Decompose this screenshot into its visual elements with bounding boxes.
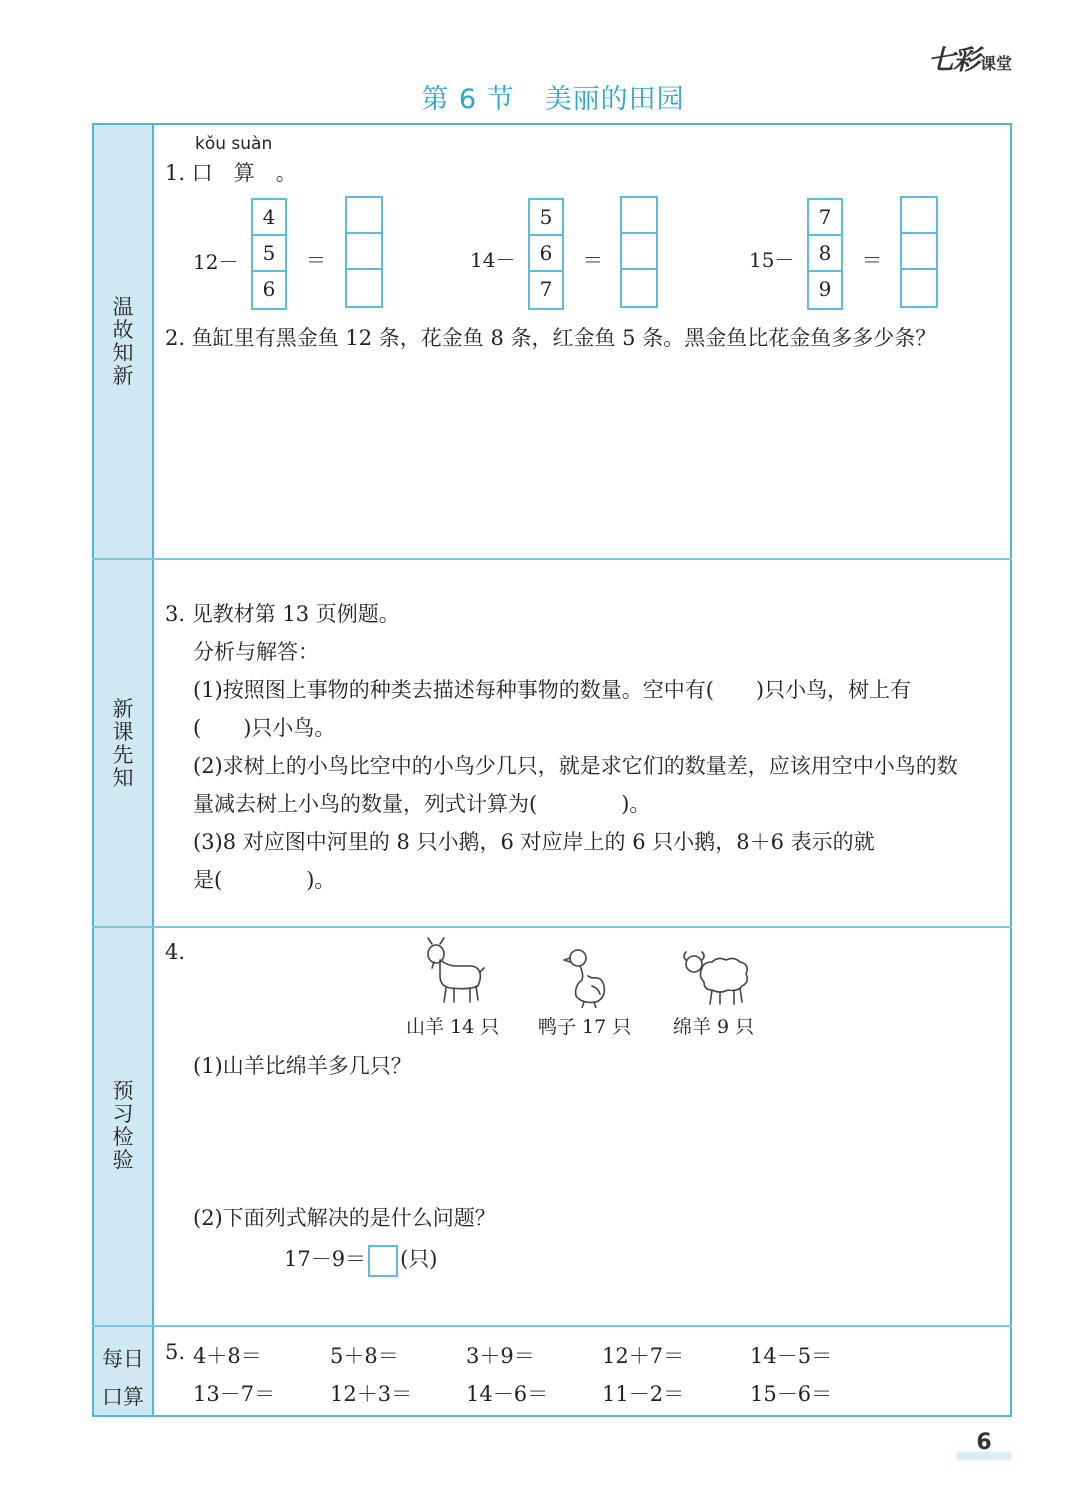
q1-subtrahend-stack-1: 4 5 6 [251, 198, 287, 310]
brand-logo-main: 七彩 [928, 45, 978, 76]
q5-r2-c3: 14－6＝ [466, 1382, 549, 1406]
q4-answer-box[interactable] [368, 1245, 398, 1277]
q1-answer-boxes-3[interactable] [900, 196, 938, 308]
q5-label: 5. [165, 1340, 186, 1364]
q4-sub1: (1)山羊比绵羊多几只？ [193, 1054, 412, 1078]
q3-part1-line2: ( )只小鸟。 [193, 716, 336, 740]
divider-1 [92, 558, 1012, 560]
brand-logo [928, 38, 1012, 77]
q1-label: 1. 口 算 。 [165, 161, 297, 185]
q5-r1-c5: 14－5＝ [750, 1344, 833, 1368]
q4-expression-left: 17－9＝ [284, 1247, 367, 1271]
section-title: 美丽的田园 [544, 84, 685, 115]
page-title [0, 77, 1080, 116]
q2-text: 2. 鱼缸里有黑金鱼 12 条，花金鱼 8 条，红金鱼 5 条。黑金鱼比花金鱼多多少条？ [165, 326, 937, 350]
q1-equals-2: ＝ [583, 248, 603, 272]
q1-subtrahend-stack-3: 7 8 9 [807, 198, 843, 310]
q1-subtrahend-stack-2: 5 6 7 [528, 198, 564, 310]
q3-analysis: 分析与解答： [193, 640, 319, 664]
section-label-daily-calc: 每日 口算 [102, 1347, 144, 1409]
q5-r1-c4: 12＋7＝ [602, 1344, 685, 1368]
divider-3 [92, 1325, 1012, 1327]
q4-label: 4. [165, 940, 186, 964]
duck-caption: 鸭子 17 只 [538, 1016, 632, 1038]
divider-2 [92, 926, 1012, 928]
q3-part3-line1: (3)8 对应图中河里的 8 只小鹅，6 对应岸上的 6 只小鹅，8＋6 表示的就 [193, 830, 875, 854]
section-label-review: 温 故 知 新 [112, 295, 134, 388]
q5-r2-c1: 13－7＝ [193, 1382, 276, 1406]
sheep-caption: 绵羊 9 只 [673, 1016, 755, 1038]
page-number: 6 [976, 1430, 992, 1455]
q4-expression-unit: (只) [400, 1247, 438, 1271]
q5-r1-c1: 4＋8＝ [193, 1344, 262, 1368]
section-label: 第 6 节 [421, 84, 515, 115]
q5-r2-c5: 15－6＝ [750, 1382, 833, 1406]
q1-minuend-1: 12－ [193, 250, 239, 274]
q3-part3-line2: 是( )。 [193, 868, 336, 892]
q1-answer-boxes-1[interactable] [345, 196, 383, 308]
q1-equals-3: ＝ [862, 248, 882, 272]
q1-minuend-3: 15－ [749, 248, 795, 272]
q1-answer-boxes-2[interactable] [620, 196, 658, 308]
q3-part2-line1: (2)求树上的小鸟比空中的小鸟少几只，就是求它们的数量差，应该用空中小鸟的数 [193, 754, 958, 778]
q3-part2-line2: 量减去树上小鸟的数量，列式计算为( )。 [193, 792, 651, 816]
q5-r1-c2: 5＋8＝ [330, 1344, 399, 1368]
q1-pinyin: kǒu suàn [195, 134, 273, 154]
q1-equals-1: ＝ [306, 248, 326, 272]
duck-icon [562, 946, 610, 1008]
q3-part1-line1: (1)按照图上事物的种类去描述每种事物的数量。空中有( )只小鸟，树上有 [193, 678, 912, 702]
section-label-preview-check: 预 习 检 验 [112, 1079, 134, 1172]
q4-sub2: (2)下面列式解决的是什么问题？ [193, 1206, 496, 1230]
q3-title: 3. 见教材第 13 页例题。 [165, 602, 400, 626]
q5-r1-c3: 3＋9＝ [466, 1344, 535, 1368]
sheep-icon [680, 946, 752, 1008]
brand-logo-sub: 课堂 [980, 54, 1013, 73]
section-label-new-lesson: 新 课 先 知 [112, 697, 134, 790]
q5-r2-c2: 12＋3＝ [330, 1382, 413, 1406]
q5-r2-c4: 11－2＝ [602, 1382, 685, 1406]
q1-minuend-2: 14－ [470, 248, 516, 272]
goat-caption: 山羊 14 只 [406, 1016, 500, 1038]
q4-expression [284, 1243, 437, 1277]
goat-icon [420, 936, 490, 1008]
